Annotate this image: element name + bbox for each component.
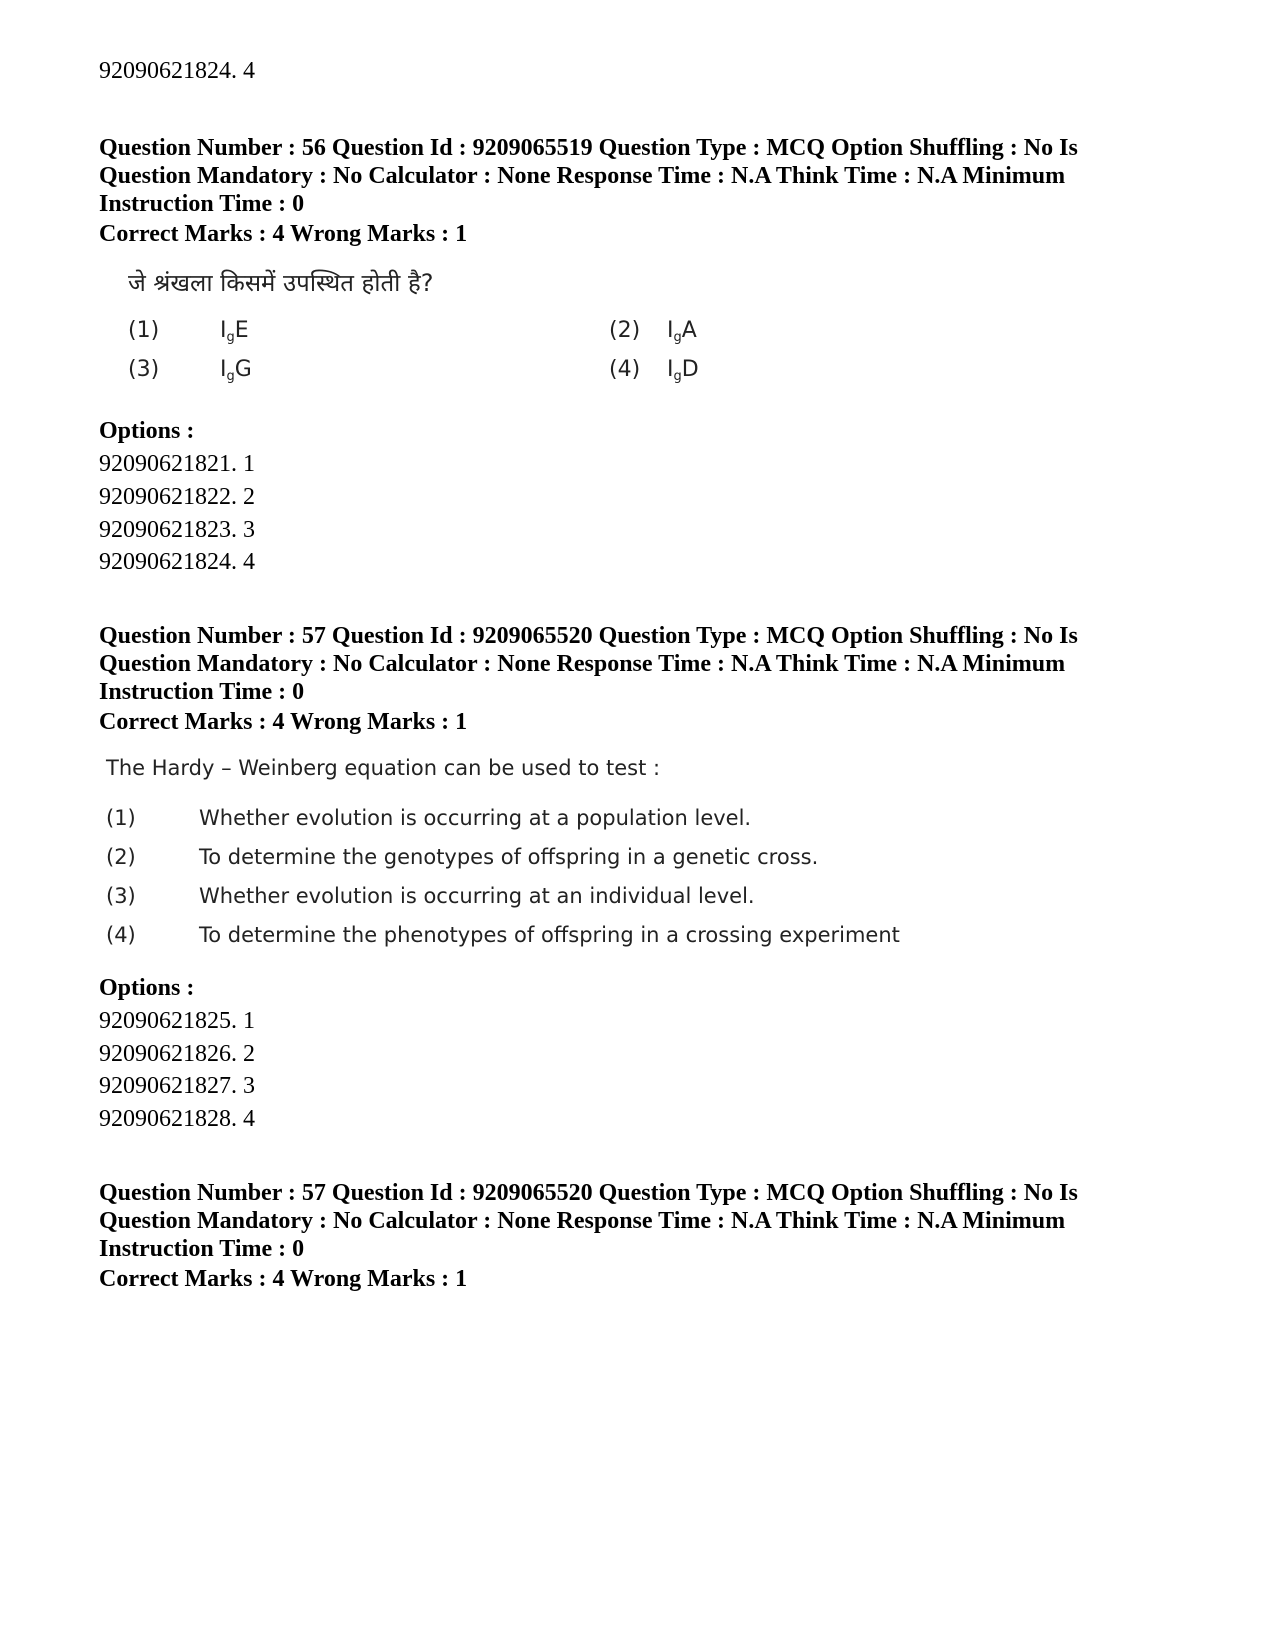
- q56-choice-text-3: $I_gG$: [220, 357, 252, 384]
- q56-choice-num-3: (3): [128, 357, 160, 382]
- q57-choice-num-4: (4): [106, 923, 136, 947]
- q56-question-text: जे श्रंखला किसमें उपस्थित होती है?: [128, 269, 434, 297]
- q56-choice-num-2: (2): [609, 318, 641, 343]
- q56-option-1: 92090621821. 1: [99, 451, 255, 477]
- q56-choice-text-4: $I_gD$: [667, 357, 699, 384]
- carryover-option: 92090621824. 4: [99, 58, 255, 84]
- q56-option-3: 92090621823. 3: [99, 517, 255, 543]
- q57-choice-num-2: (2): [106, 845, 136, 869]
- q56-choice-text-2: $I_gA$: [667, 318, 697, 345]
- q57-option-4: 92090621828. 4: [99, 1106, 255, 1132]
- q57-marks: Correct Marks : 4 Wrong Marks : 1: [99, 709, 468, 735]
- q57-option-1: 92090621825. 1: [99, 1008, 255, 1034]
- q57-option-2: 92090621826. 2: [99, 1041, 255, 1067]
- q57-repeat-header: Question Number : 57 Question Id : 9209065520 Question Type : MCQ Option Shuffling : No Is Question Mandatory : No Calculator : None Response Time : N.A Think Time : N.A Minimum Instruction Time : 0: [99, 1180, 1078, 1262]
- q56-option-2: 92090621822. 2: [99, 484, 255, 510]
- q56-choice-text-1: $I_gE$: [220, 318, 249, 345]
- q57-header: Question Number : 57 Question Id : 9209065520 Question Type : MCQ Option Shuffling : No Is Question Mandatory : No Calculator : None Response Time : N.A Think Time : N.A Minimum Instruction Time : 0: [99, 623, 1078, 705]
- q57-options-label: Options :: [99, 975, 195, 1001]
- q56-option-4: 92090621824. 4: [99, 549, 255, 575]
- q57-choice-text-1: Whether evolution is occurring at a population level.: [199, 806, 752, 830]
- q57-repeat-marks: Correct Marks : 4 Wrong Marks : 1: [99, 1266, 468, 1292]
- q56-choice-num-4: (4): [609, 357, 641, 382]
- q56-options-label: Options :: [99, 418, 195, 444]
- q57-option-3: 92090621827. 3: [99, 1073, 255, 1099]
- q56-header: Question Number : 56 Question Id : 9209065519 Question Type : MCQ Option Shuffling : No Is Question Mandatory : No Calculator : None Response Time : N.A Think Time : N.A Minimum Instruction Time : 0: [99, 135, 1078, 217]
- q57-choice-text-2: To determine the genotypes of offspring in a genetic cross.: [199, 845, 819, 869]
- q57-choice-num-1: (1): [106, 806, 136, 830]
- q57-choice-text-3: Whether evolution is occurring at an individual level.: [199, 884, 755, 908]
- q56-marks: Correct Marks : 4 Wrong Marks : 1: [99, 221, 468, 247]
- q57-choice-num-3: (3): [106, 884, 136, 908]
- q57-question-text: The Hardy – Weinberg equation can be used to test :: [106, 756, 661, 780]
- q57-choice-text-4: To determine the phenotypes of offspring in a crossing experiment: [199, 923, 900, 947]
- q56-choice-num-1: (1): [128, 318, 160, 343]
